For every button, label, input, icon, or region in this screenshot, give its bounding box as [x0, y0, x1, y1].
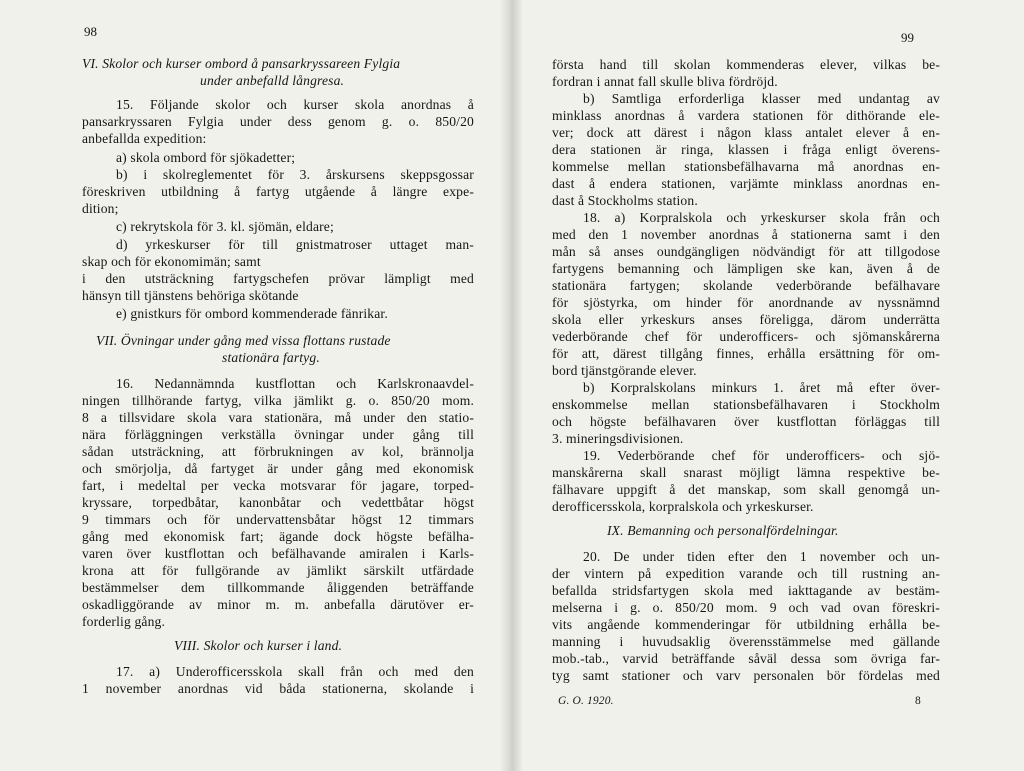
text-line: melserna i g. o. 850/20 mom. 9 och vad ovan föreskri- — [552, 600, 940, 615]
text-line: varen över kustflottan och befälhavande amiralen i Karls- — [82, 546, 474, 561]
page-number: 98 — [84, 24, 97, 39]
text-line: kommelse mellan stationsbefälhavarna må anordnas en- — [552, 159, 940, 174]
text-line: sådan utsträckning, att förbrukningen av kol, brännolja — [82, 444, 474, 459]
text-line: befallda stridsfartygen skola med iakttagande av bestäm- — [552, 583, 940, 598]
left-page — [0, 0, 505, 771]
text-line: tyg samt stationer och varv personalen bör fördelas med — [552, 668, 940, 683]
text-line: 9 timmars och för undervattensbåtar högst 12 timmars — [82, 512, 474, 527]
text-line: dast å endera stationen, varjämte minklass anordnas en- — [552, 176, 940, 191]
text-line: första hand till skolan kommenderas elever, vilkas be- — [552, 57, 940, 72]
text-line: vederbörande chef för underofficers- och sjömanskårerna — [552, 329, 940, 344]
text-line: i den utsträckning fartygschefen prövar lämpligt med — [82, 271, 474, 286]
text-line: mob.-tab., varvid beträffande såväl dessa som övriga far- — [552, 651, 940, 666]
text-line: 3. mineringsdivisionen. — [552, 431, 684, 446]
page-number: 99 — [901, 30, 914, 45]
section-heading-line: under anbefalld långresa. — [200, 73, 345, 88]
text-line: d) yrkeskurser för till gnistmatroser uttaget man- — [116, 237, 474, 252]
text-line: e) gnistkurs för ombord kommenderade fänrikar. — [116, 306, 388, 321]
text-line: c) rekrytskola för 3. kl. sjömän, eldare; — [116, 219, 334, 234]
footer-sheet-number: 8 — [915, 695, 921, 707]
text-line: med den 1 november anordnas å stationerna samt i den — [552, 227, 940, 242]
text-line: enskommelse mellan stationsbefälhavaren i Stockholm — [552, 397, 940, 412]
text-line: bord tjänstgörande elever. — [552, 363, 697, 378]
text-line: 19. Vederbörande chef för underofficers- och sjö- — [583, 448, 940, 463]
section-heading-line: VI. Skolor och kurser ombord å pansarkryssareen Fylgia — [82, 56, 401, 71]
text-line: manskårerna skall snarast möjligt lämna respektive be- — [552, 465, 940, 480]
text-line: 18. a) Korpralskola och yrkeskurser skola från och — [583, 210, 940, 225]
text-line: och högste befälhavaren över kustflottan förläggas till — [552, 414, 940, 429]
text-line: b) Samtliga erforderliga klasser med undantag av — [583, 91, 940, 106]
text-line: skap och för ekonomimän; samt — [82, 254, 261, 269]
text-line: 20. De under tiden efter den 1 november och un- — [583, 549, 940, 564]
text-line: anbefallda expedition: — [82, 131, 207, 146]
text-line: oskadliggörande av minor m. m. anbefalla därutöver er- — [82, 597, 474, 612]
text-line: bestämmelser dem tillkommande åliggenden beträffande — [82, 580, 474, 595]
section-heading: VIII. Skolor och kurser i land. — [174, 638, 343, 653]
text-line: hänsyn till tjänstens behöriga skötande — [82, 288, 299, 303]
section-heading-line: stationära fartyg. — [222, 350, 320, 365]
section-heading-line: VII. Övningar under gång med vissa flottans rustade — [96, 333, 391, 348]
text-line: fartygens bemanning och lämpligen ske kan, även å de — [552, 261, 940, 276]
text-line: forderlig gång. — [82, 614, 166, 629]
text-line: ver; dock att därest i någon klass antalet elever å en- — [552, 125, 940, 140]
text-line: fordran i annat fall skulle bliva fördröjd. — [552, 74, 778, 89]
text-line: vits angående kommenderingar för utbildning erhålla be- — [552, 617, 940, 632]
text-line: minklass anordnas å vardera stationen för dithörande ele- — [552, 108, 940, 123]
text-line: föreskriven utbildning å fartyg utgående å längre expe- — [82, 184, 474, 199]
text-line: stationära fartygen; skolande vederbörande befälhavare — [552, 278, 940, 293]
text-line: kryssare, torpedbåtar, kanonbåtar och vedettbåtar högst — [82, 495, 474, 510]
text-line: fälhavare uppgift å det manskap, som skall genomgå un- — [552, 482, 940, 497]
text-line: 1 november anordnas vid båda stationerna, skolande i — [82, 681, 474, 696]
text-line: manning i huvudsaklig överensstämmelse med gällande — [552, 634, 940, 649]
text-line: för att, därest tillgång finnes, erhålla ersättning för om- — [552, 346, 940, 361]
text-line: dition; — [82, 201, 119, 216]
text-line: för sjöstyrka, om hinder för anordnande av nyssnämnd — [552, 295, 940, 310]
text-line: 16. Nedannämnda kustflottan och Karlskronaavdel- — [116, 376, 474, 391]
text-line: och smörjolja, då fartyget är under gång med ekonomisk — [82, 461, 474, 476]
text-line: nära förläggningen verkställa övningar under gång till — [82, 427, 474, 442]
text-line: 15. Följande skolor och kurser skola anordnas å — [116, 97, 474, 112]
footer-signature: G. O. 1920. — [558, 695, 614, 707]
text-line: derofficersskola, korpralskola och yrkeskurser. — [552, 499, 814, 514]
text-line: der vintern på expedition varande och till rustning an- — [552, 566, 940, 581]
text-line: pansarkryssaren Fylgia under dess genom g. o. 850/20 — [82, 114, 474, 129]
right-page — [515, 0, 1024, 771]
section-heading: IX. Bemanning och personalfördelningar. — [607, 523, 839, 538]
text-line: fart, i medeltal per vecka motsvarar för jagare, torped- — [82, 478, 474, 493]
text-line: a) skola ombord för sjökadetter; — [116, 150, 296, 165]
text-line: b) i skolreglementet för 3. årskursens skeppsgossar — [116, 167, 474, 182]
text-line: gång med ekonomisk fart; ägande dock högste befälha- — [82, 529, 474, 544]
text-line: krona att för fullgörande av jämlikt särskilt utfärdade — [82, 563, 474, 578]
text-line: 8 a tillsvidare skola vara stationära, må under den statio- — [82, 410, 474, 425]
text-line: dast å Stockholms station. — [552, 193, 698, 208]
text-line: skola eller yrkeskurs anses föreligga, därom underrätta — [552, 312, 940, 327]
text-line: 17. a) Underofficersskola skall från och med den — [116, 664, 474, 679]
text-line: dera stationen är ringa, klassen i fråga enligt överens- — [552, 142, 940, 157]
text-line: mån så anses oundgängligen nödvändigt för att tillgodose — [552, 244, 940, 259]
text-line: ningen tillhörande fartyg, vilka jämlikt g. o. 850/20 mom. — [82, 393, 474, 408]
text-line: b) Korpralskolans minkurs 1. året må efter över- — [583, 380, 940, 395]
